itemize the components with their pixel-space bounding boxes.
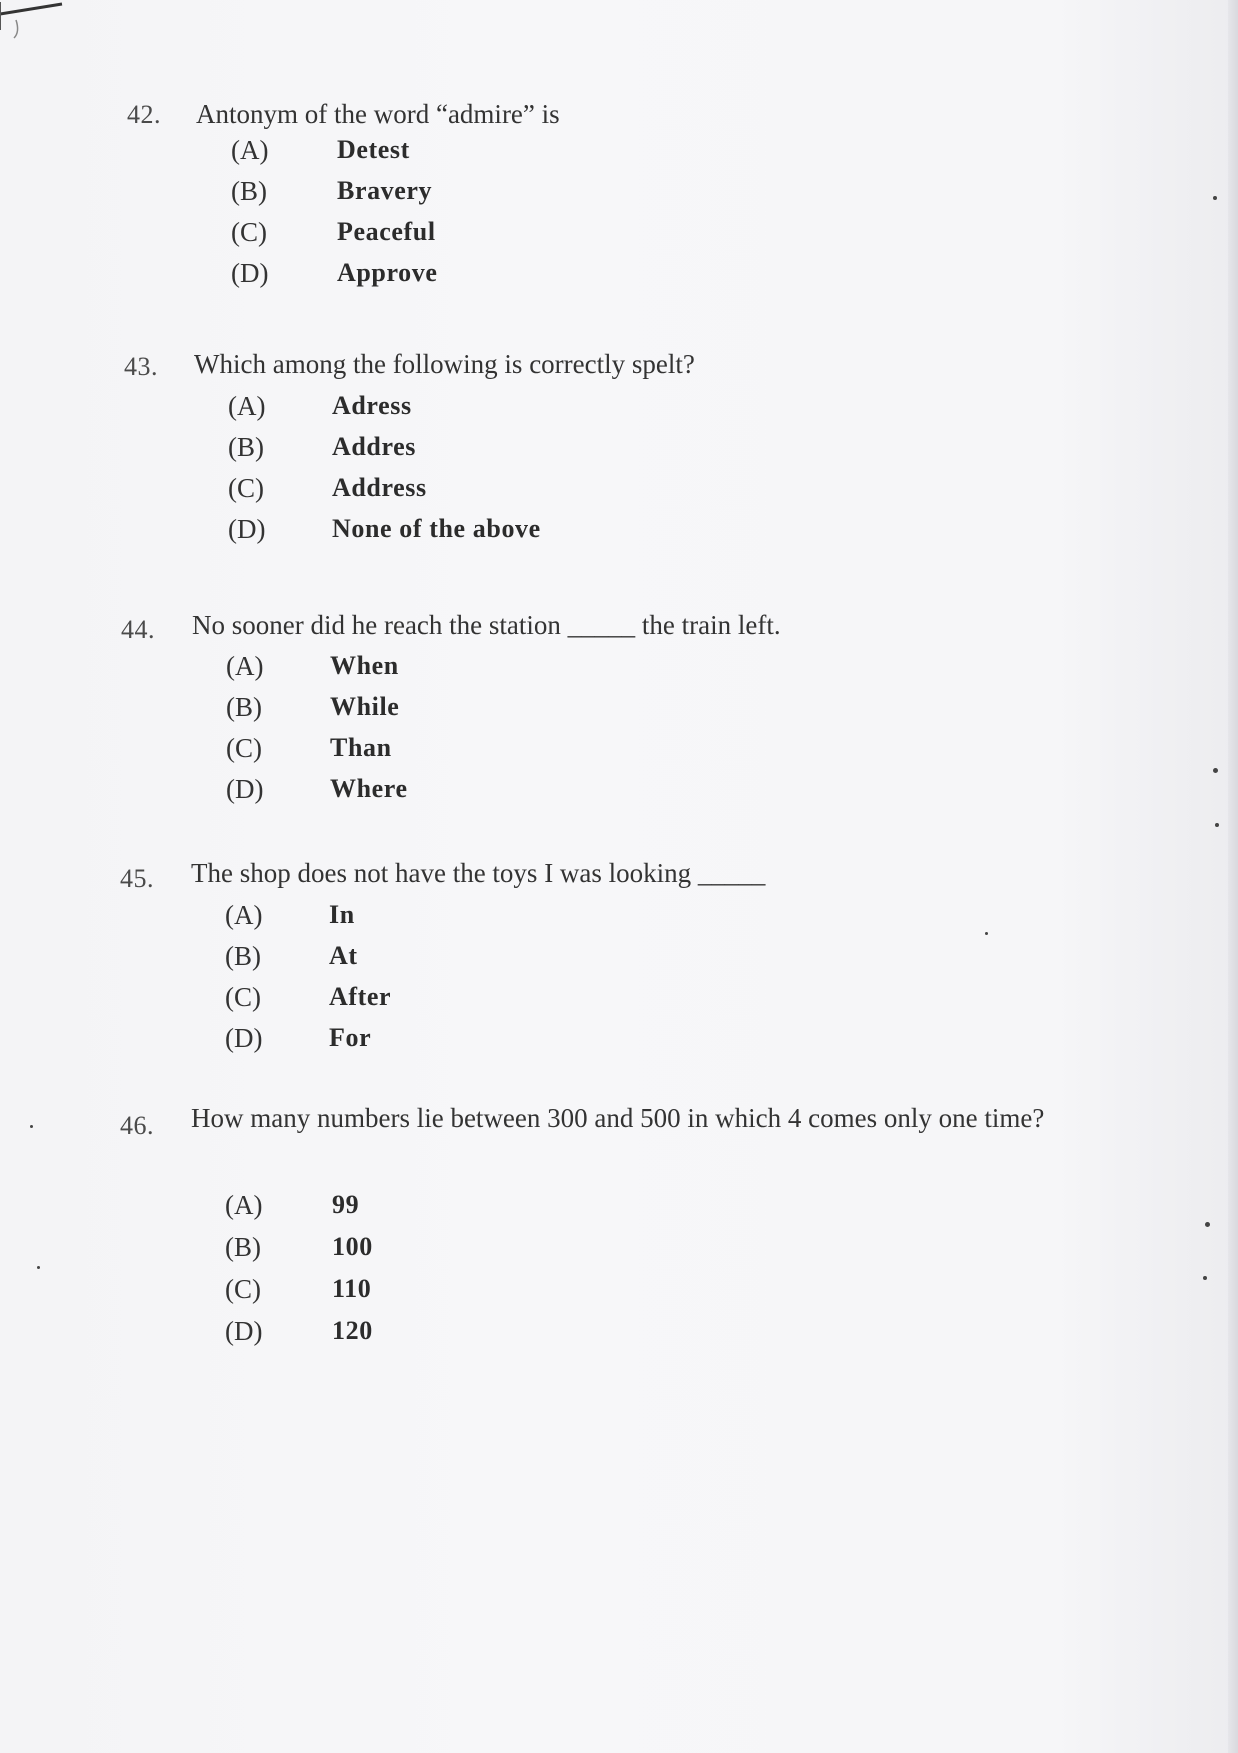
question-number: 42.: [127, 100, 161, 129]
option-text: Where: [330, 774, 408, 803]
question-text: Antonym of the word “admire” is: [196, 99, 560, 129]
option-text: Peaceful: [337, 217, 436, 246]
option-letter: (C): [228, 473, 264, 503]
option-letter: (C): [231, 217, 267, 247]
option-letter: (C): [226, 733, 262, 763]
question-text: How many numbers lie between 300 and 500 in which 4 comes only one time?: [191, 1103, 1045, 1133]
option-text: Detest: [337, 135, 410, 164]
option-letter: (B): [225, 941, 261, 971]
option-letter: (A): [226, 651, 264, 681]
option-letter: (D): [225, 1316, 263, 1346]
option-letter: (C): [225, 982, 261, 1012]
scan-speck: [30, 1125, 33, 1128]
option-text: None of the above: [332, 514, 541, 543]
option-letter: (B): [228, 432, 264, 462]
option-text: When: [330, 651, 399, 680]
option-text: 99: [332, 1190, 360, 1219]
question-text: The shop does not have the toys I was looking _____: [191, 858, 766, 888]
option-letter: (C): [225, 1274, 261, 1304]
option-text: Bravery: [337, 176, 433, 205]
question-text: Which among the following is correctly spelt?: [194, 349, 695, 379]
option-letter: (A): [231, 135, 269, 165]
option-letter: (B): [226, 692, 262, 722]
option-text: 100: [332, 1232, 373, 1261]
option-text: Than: [330, 733, 392, 762]
option-text: Approve: [337, 258, 438, 287]
option-text: In: [329, 900, 355, 929]
option-letter: (D): [226, 774, 264, 804]
scan-speck: [1205, 1222, 1210, 1227]
option-letter: (B): [231, 176, 267, 206]
scan-speck: [1215, 823, 1219, 827]
scan-speck: [37, 1266, 40, 1269]
scan-speck: [985, 932, 988, 935]
option-text: At: [329, 941, 358, 970]
option-text: While: [330, 692, 400, 721]
option-letter: (A): [225, 900, 263, 930]
question-number: 46.: [120, 1111, 154, 1140]
option-letter: (D): [228, 514, 266, 544]
option-letter: (D): [231, 258, 269, 288]
scan-speck: [1213, 768, 1218, 773]
option-text: After: [329, 982, 392, 1011]
scan-speck: [1203, 1276, 1207, 1280]
question-text: No sooner did he reach the station _____ the train left.: [192, 610, 781, 640]
page-edge: [1228, 0, 1238, 1753]
corner-pen-mark: [0, 0, 70, 40]
option-text: For: [329, 1023, 372, 1052]
scan-speck: [1213, 196, 1217, 200]
question-number: 44.: [121, 615, 155, 644]
option-letter: (D): [225, 1023, 263, 1053]
option-text: Addres: [332, 432, 417, 461]
question-number: 45.: [120, 864, 154, 893]
option-letter: (B): [225, 1232, 261, 1262]
question-number: 43.: [124, 352, 158, 381]
option-text: Adress: [332, 391, 412, 420]
option-text: 110: [332, 1274, 372, 1303]
option-text: Address: [332, 473, 427, 502]
option-letter: (A): [228, 391, 266, 421]
option-letter: (A): [225, 1190, 263, 1220]
option-text: 120: [332, 1316, 373, 1345]
